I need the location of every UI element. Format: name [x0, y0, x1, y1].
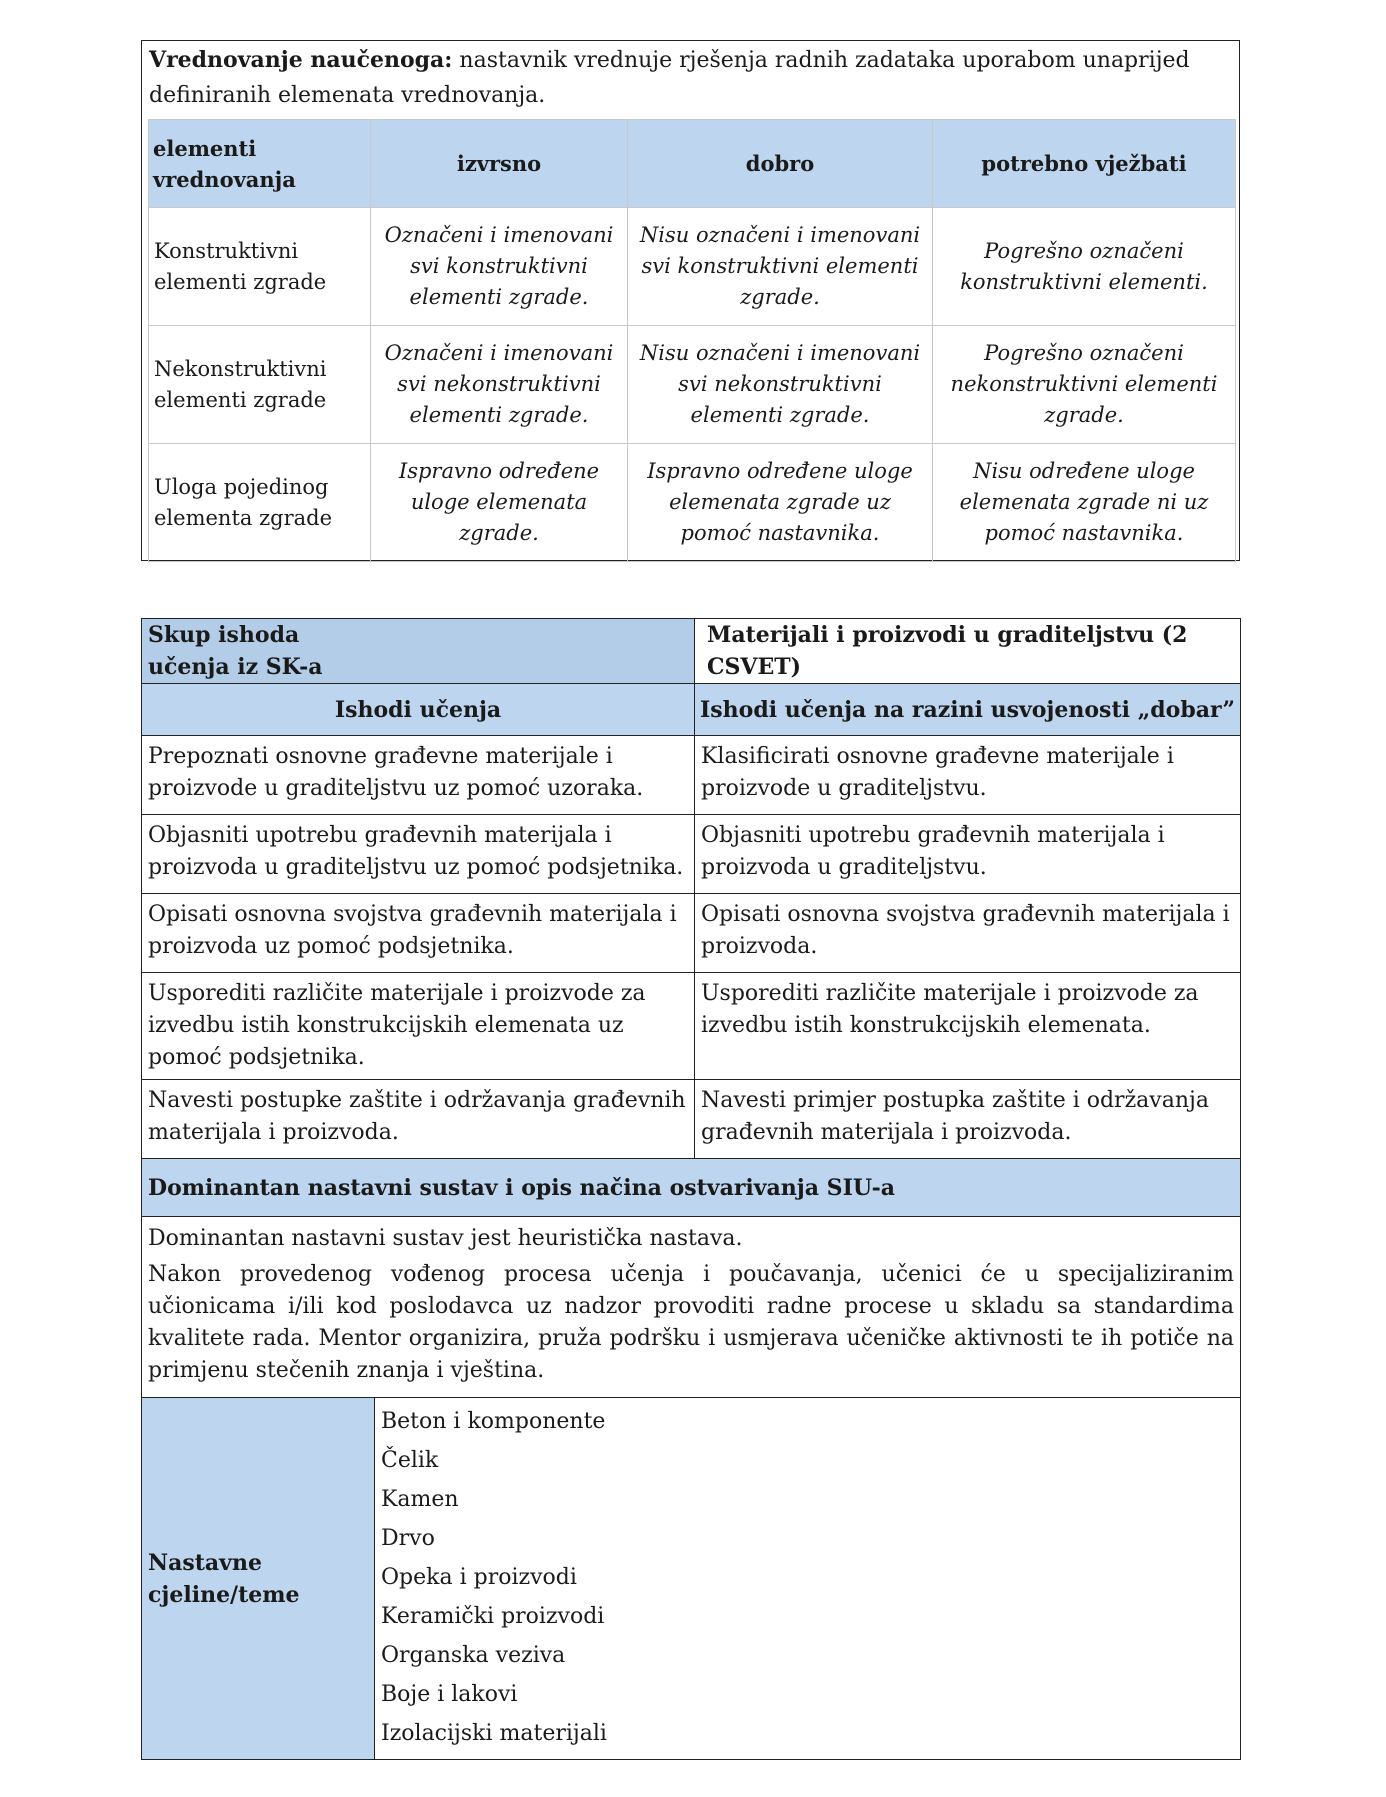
good-cell: Nisu označeni i imenovani svi konstruktivni elementi zgrade.	[628, 208, 933, 326]
outcome-cell: Prepoznati osnovne građevne materijale i proizvode u graditeljstvu uz pomoć uzoraka.	[142, 736, 695, 815]
excellent-cell: Označeni i imenovani svi nekonstruktivni elementi zgrade.	[371, 326, 628, 444]
outcome-cell: Usporediti različite materijale i proizvode za izvedbu istih konstrukcijskih elemenata uz pomoć podsjetnika.	[142, 973, 695, 1080]
excellent-cell: Ispravno određene uloge elemenata zgrade.	[371, 444, 628, 562]
evaluation-row	[149, 326, 1236, 444]
criterion-cell: Nekonstruktivni elementi zgrade	[149, 326, 371, 444]
outcomes-column-header-row	[142, 684, 1241, 736]
excellent-cell: Označeni i imenovani svi konstruktivni elementi zgrade.	[371, 208, 628, 326]
dominant-system-header: Dominantan nastavni sustav i opis načina ostvarivanja SIU-a	[142, 1159, 1241, 1217]
needs-practice-cell: Pogrešno označeni konstruktivni elementi.	[933, 208, 1236, 326]
needs-practice-cell: Nisu određene uloge elemenata zgrade ni uz pomoć nastavnika.	[933, 444, 1236, 562]
criterion-cell: Uloga pojedinog elementa zgrade	[149, 444, 371, 562]
outcome-set-value: Materijali i proizvodi u graditeljstvu (2 CSVET)	[695, 619, 1241, 684]
evaluation-section	[141, 40, 1240, 561]
evaluation-intro	[149, 43, 1229, 113]
topic-item: Opeka i proizvodi	[381, 1565, 577, 1590]
outcome-cell: Objasniti upotrebu građevnih materijala i proizvoda u graditeljstvu uz pomoć podsjetnika.	[142, 815, 695, 894]
topics-list	[375, 1398, 1241, 1760]
topic-item: Boje i lakovi	[381, 1682, 518, 1707]
dominant-system-paragraph: Dominantan nastavni sustav jest heuristička nastava.	[148, 1226, 743, 1251]
outcome-good-cell: Klasificirati osnovne građevne materijale i proizvode u graditeljstvu.	[695, 736, 1241, 815]
topic-item: Drvo	[381, 1526, 435, 1551]
topic-item: Čelik	[381, 1448, 439, 1473]
topic-item: Organska veziva	[381, 1643, 566, 1668]
dominant-system-header-row	[142, 1159, 1241, 1217]
outcome-set-label: Skup ishoda učenja iz SK-a	[142, 619, 375, 684]
topic-item: Izolacijski materijali	[381, 1721, 607, 1746]
needs-practice-cell: Pogrešno označeni nekonstruktivni elementi zgrade.	[933, 326, 1236, 444]
outcome-row	[142, 1080, 1241, 1159]
evaluation-row	[149, 208, 1236, 326]
header-criteria: elementi vrednovanja	[149, 120, 371, 208]
header-good: dobro	[628, 120, 933, 208]
outcome-row	[142, 736, 1241, 815]
outcome-cell: Opisati osnovna svojstva građevnih materijala i proizvoda uz pomoć podsjetnika.	[142, 894, 695, 973]
outcome-row	[142, 973, 1241, 1080]
topic-item: Kamen	[381, 1487, 459, 1512]
outcome-good-cell: Usporediti različite materijale i proizvode za izvedbu istih konstrukcijskih elemenata.	[695, 973, 1241, 1080]
evaluation-intro-text: nastavnik vrednuje rješenja radnih zadataka uporabom unaprijed definiranih elemenata vrednovanja.	[149, 48, 1190, 108]
dominant-system-description-row	[142, 1217, 1241, 1398]
outcome-cell: Navesti postupke zaštite i održavanja građevnih materijala i proizvoda.	[142, 1080, 695, 1159]
outcome-set-label-fill	[375, 619, 695, 684]
evaluation-table	[148, 119, 1236, 562]
dominant-system-description	[142, 1217, 1241, 1398]
outcomes-good-column-header: Ishodi učenja na razini usvojenosti „dobar”	[695, 684, 1241, 736]
outcome-row	[142, 815, 1241, 894]
evaluation-header-row	[149, 120, 1236, 208]
evaluation-row	[149, 444, 1236, 562]
outcome-good-cell: Navesti primjer postupka zaštite i održavanja građevnih materijala i proizvoda.	[695, 1080, 1241, 1159]
topics-row	[142, 1398, 1241, 1760]
topic-item: Beton i komponente	[381, 1409, 606, 1434]
topics-label: Nastavne cjeline/teme	[142, 1398, 375, 1760]
outcome-good-cell: Objasniti upotrebu građevnih materijala i proizvoda u graditeljstvu.	[695, 815, 1241, 894]
good-cell: Ispravno određene uloge elemenata zgrade uz pomoć nastavnika.	[628, 444, 933, 562]
learning-outcomes-table	[141, 618, 1241, 1760]
header-excellent: izvrsno	[371, 120, 628, 208]
good-cell: Nisu označeni i imenovani svi nekonstruktivni elementi zgrade.	[628, 326, 933, 444]
evaluation-intro-label: Vrednovanje naučenoga:	[149, 47, 453, 73]
outcome-row	[142, 894, 1241, 973]
dominant-system-paragraph: Nakon provedenog vođenog procesa učenja i poučavanja, učenici će u specijaliziranim učionicama i/ili kod poslodavca uz nadzor provoditi radne procese u skladu sa standardima kvalitete rada. Mentor organizira, pruža podršku i usmjerava učeničke aktivnosti te ih potiče na primjenu stečenih znanja i vještina.	[148, 1262, 1234, 1383]
outcomes-column-header: Ishodi učenja	[142, 684, 695, 736]
header-needs-practice: potrebno vježbati	[933, 120, 1236, 208]
topic-item: Keramički proizvodi	[381, 1604, 605, 1629]
criterion-cell: Konstruktivni elementi zgrade	[149, 208, 371, 326]
outcome-set-row	[142, 619, 1241, 684]
outcome-good-cell: Opisati osnovna svojstva građevnih materijala i proizvoda.	[695, 894, 1241, 973]
